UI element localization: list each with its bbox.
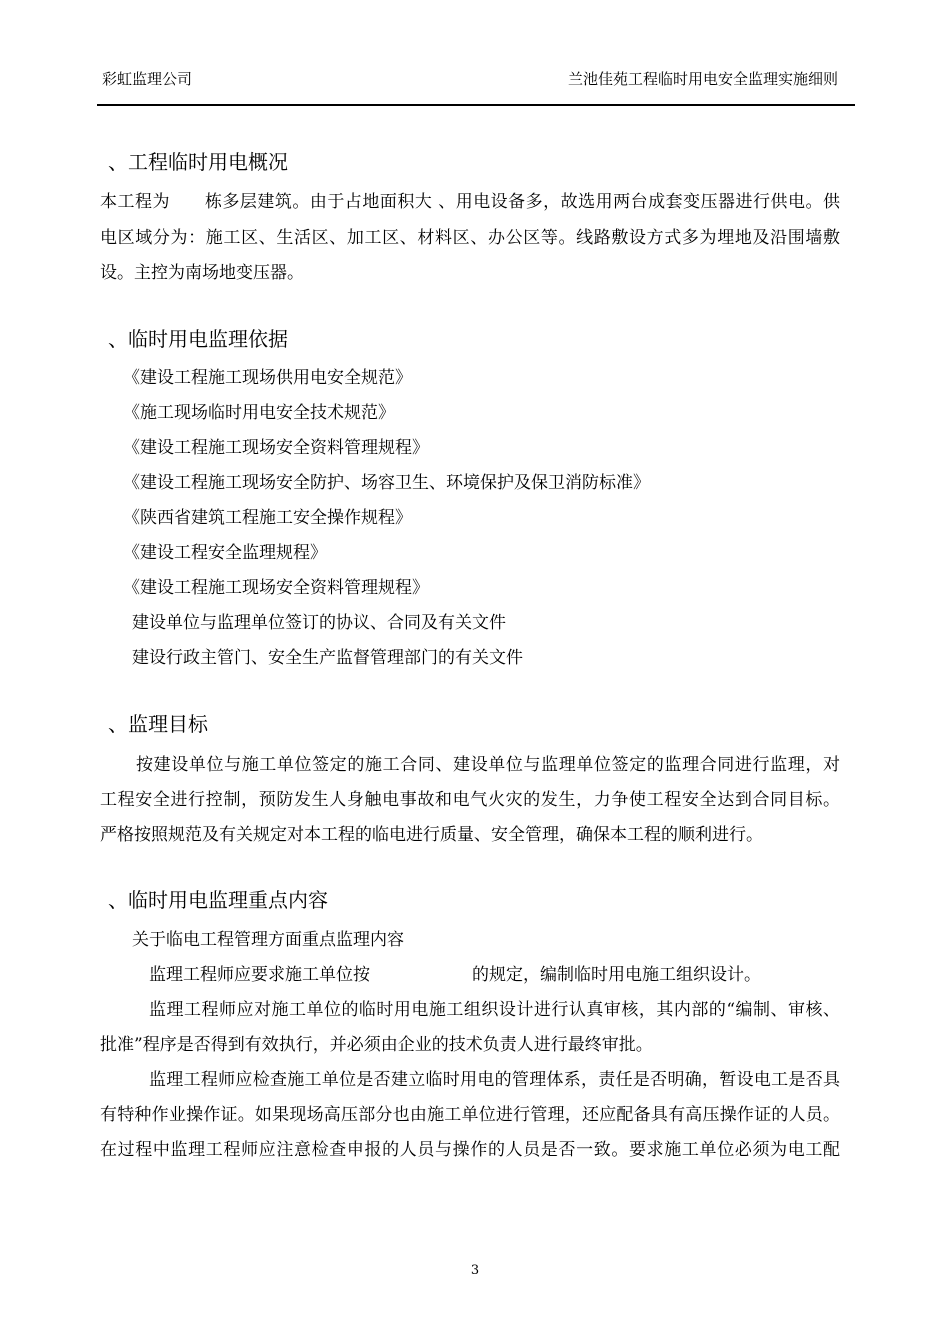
- basis-list-item: 《建设工程安全监理规程》: [123, 543, 327, 563]
- paragraph-line: 工程安全进行控制，预防发生人身触电事故和电气火灾的发生，力争使工程安全达到合同目标。: [100, 790, 840, 810]
- section-heading-key-content: 、临时用电监理重点内容: [108, 888, 328, 912]
- section-heading-goals: 、监理目标: [108, 712, 208, 736]
- section-heading-basis: 、临时用电监理依据: [108, 327, 288, 351]
- paragraph-line: 监理工程师应对施工单位的临时用电施工组织设计进行认真审核，其内部的“编制、审核、: [149, 1000, 840, 1020]
- paragraph-line: 设。主控为南场地变压器。: [100, 263, 304, 283]
- paragraph-line: 监理工程师应要求施工单位按 的规定，编制临时用电施工组织设计。: [149, 965, 761, 985]
- paragraph-line: 电区域分为：施工区、生活区、加工区、材料区、办公区等。线路敷设方式多为埋地及沿围墙敷: [100, 228, 840, 248]
- basis-list-item: 建设行政主管门、安全生产监督管理部门的有关文件: [132, 648, 523, 668]
- basis-list-item: 《建设工程施工现场供用电安全规范》: [123, 368, 412, 388]
- paragraph-line: 本工程为 栋多层建筑。由于占地面积大 、用电设备多，故选用两台成套变压器进行供电。供: [100, 192, 840, 212]
- basis-list-item: 建设单位与监理单位签订的协议、合同及有关文件: [132, 613, 506, 633]
- paragraph-line: 有特种作业操作证。如果现场高压部分也由施工单位进行管理，还应配备具有高压操作证的人员。: [100, 1105, 840, 1125]
- header-rule: [97, 104, 855, 106]
- header-company: 彩虹监理公司: [102, 70, 193, 88]
- header-document-title: 兰池佳苑工程临时用电安全监理实施细则: [567, 70, 838, 88]
- section-heading-overview: 、工程临时用电概况: [108, 150, 288, 174]
- paragraph-line: 在过程中监理工程师应注意检查申报的人员与操作的人员是否一致。要求施工单位必须为电工配: [100, 1140, 840, 1160]
- subsection-heading: 关于临电工程管理方面重点监理内容: [132, 930, 404, 950]
- basis-list-item: 《建设工程施工现场安全资料管理规程》: [123, 438, 429, 458]
- basis-list-item: 《建设工程施工现场安全防护、场容卫生、环境保护及保卫消防标准》: [123, 473, 650, 493]
- paragraph-line: 批准”程序是否得到有效执行，并必须由企业的技术负责人进行最终审批。: [100, 1035, 653, 1055]
- page-number: 3: [470, 1263, 480, 1278]
- basis-list-item: 《陕西省建筑工程施工安全操作规程》: [123, 508, 412, 528]
- paragraph-line: 监理工程师应检查施工单位是否建立临时用电的管理体系，责任是否明确，暂设电工是否具: [149, 1070, 840, 1090]
- paragraph-line: 严格按照规范及有关规定对本工程的临电进行质量、安全管理，确保本工程的顺利进行。: [100, 825, 763, 845]
- basis-list-item: 《建设工程施工现场安全资料管理规程》: [123, 578, 429, 598]
- basis-list-item: 《施工现场临时用电安全技术规范》: [123, 403, 395, 423]
- paragraph-line: 按建设单位与施工单位签定的施工合同、建设单位与监理单位签定的监理合同进行监理，对: [136, 755, 840, 775]
